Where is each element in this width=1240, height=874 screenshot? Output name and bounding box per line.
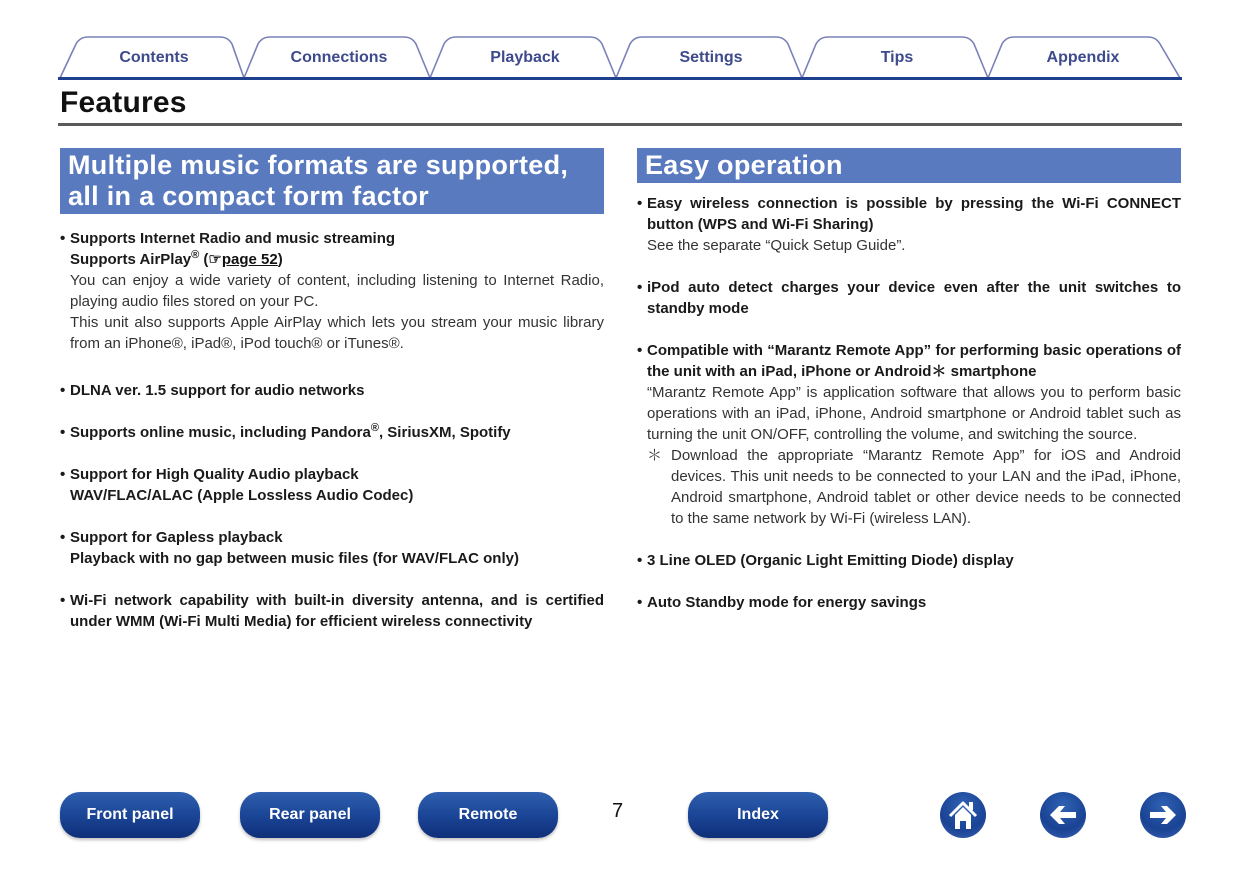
feature-description: You can enjoy a wide variety of content, including listening to Internet Radio, playing audio files stored on your PC. — [70, 272, 604, 310]
feature-description: See the separate “Quick Setup Guide”. — [647, 237, 906, 254]
arrow-left-icon — [1040, 792, 1086, 838]
footnote — [647, 445, 1181, 529]
arrow-right-icon — [1140, 792, 1186, 838]
footnote-text: Download the appropriate “Marantz Remote App” for iOS and Android devices. This unit needs to be connected to your LAN and the iPad, iPhone, Android smartphone, Android tablet or other device needs to be connected to the same network by Wi-Fi (wireless LAN). — [671, 447, 1181, 527]
bullet: • — [637, 552, 643, 569]
feature-title: Easy wireless connection is possible by pressing the Wi-Fi CONNECT button (WPS and Wi-Fi Sharing) — [647, 195, 1181, 233]
front-panel-button[interactable]: Front panel — [60, 792, 200, 838]
back-button[interactable] — [1040, 792, 1086, 838]
title-divider — [58, 123, 1182, 126]
feature-item — [637, 550, 1181, 571]
feature-item — [637, 340, 1181, 529]
feature-title: DLNA ver. 1.5 support for audio networks — [70, 382, 365, 399]
tab-tips[interactable]: Tips — [880, 49, 914, 66]
remote-button[interactable]: Remote — [418, 792, 558, 838]
bullet: • — [60, 230, 66, 247]
bullet: • — [60, 424, 66, 441]
feature-item — [60, 464, 604, 506]
feature-item — [60, 590, 604, 632]
tab-appendix[interactable]: Appendix — [1046, 49, 1120, 66]
registered-mark: ® — [370, 422, 379, 434]
feature-description: “Marantz Remote App” is application software that allows you to perform basic operations with an iPad, iPhone, Android smartphone or Android tablet such as turning the unit ON/OFF, controlling the volume, and switching the source. — [647, 384, 1181, 443]
forward-button[interactable] — [1140, 792, 1186, 838]
home-icon — [940, 792, 986, 838]
feature-item — [60, 527, 604, 569]
feature-title: Support for High Quality Audio playback — [70, 466, 359, 483]
tab-settings[interactable]: Settings — [679, 49, 743, 66]
page-reference-icon: ☞ — [208, 251, 222, 268]
index-button[interactable]: Index — [688, 792, 828, 838]
feature-title: Compatible with “Marantz Remote App” for performing basic operations of the unit with an iPad, iPhone or Android＊ smartphone — [647, 342, 1181, 380]
feature-title: Supports Internet Radio and music streaming — [70, 230, 396, 247]
feature-title: Supports online music, including Pandora®, SiriusXM, Spotify — [70, 422, 511, 441]
right-column — [637, 148, 1181, 613]
section-header-easy-operation: Easy operation — [637, 148, 1181, 183]
asterisk-mark: ＊ — [647, 447, 663, 464]
rear-panel-button[interactable]: Rear panel — [240, 792, 380, 838]
feature-title: Wi-Fi network capability with built-in diversity antenna, and is certified under WMM (Wi-Fi Multi Media) for efficient wireless connectivity — [70, 592, 604, 630]
feature-item — [60, 422, 604, 443]
bullet: • — [60, 382, 66, 399]
registered-mark: ® — [191, 249, 200, 261]
page-title: Features — [60, 86, 187, 119]
bullet: • — [637, 342, 643, 359]
left-column — [60, 148, 604, 632]
section-header-line1: Multiple music formats are supported, — [68, 150, 569, 180]
page-52-link[interactable]: page 52 — [221, 251, 278, 268]
bullet: • — [60, 592, 66, 609]
feature-item — [637, 277, 1181, 319]
tab-playback[interactable]: Playback — [490, 49, 560, 66]
tab-contents[interactable]: Contents — [119, 49, 189, 66]
feature-subtitle: WAV/FLAC/ALAC (Apple Lossless Audio Codec) — [70, 487, 414, 504]
feature-item — [637, 193, 1181, 256]
feature-title: Auto Standby mode for energy savings — [647, 594, 927, 611]
feature-title: iPod auto detect charges your device even after the unit switches to standby mode — [647, 279, 1181, 317]
feature-title: Support for Gapless playback — [70, 529, 283, 546]
page-number: 7 — [612, 800, 624, 822]
bullet: • — [637, 195, 643, 212]
feature-title: 3 Line OLED (Organic Light Emitting Diode) display — [647, 552, 1014, 569]
feature-subtitle: Playback with no gap between music files (for WAV/FLAC only) — [70, 550, 519, 567]
nav-tab-bar — [58, 34, 1182, 80]
feature-item — [60, 228, 604, 354]
feature-item — [637, 592, 1181, 613]
bullet: • — [60, 529, 66, 546]
feature-item — [60, 380, 604, 401]
section-header-line2: all in a compact form factor — [68, 181, 429, 211]
bullet: • — [637, 594, 643, 611]
feature-subtitle: Supports AirPlay® (☞page 52) — [70, 249, 283, 268]
bullet: • — [637, 279, 643, 296]
feature-description: This unit also supports Apple AirPlay which lets you stream your music library from an iPhone®, iPad®, iPod touch® or iTunes®. — [70, 314, 604, 352]
bullet: • — [60, 466, 66, 483]
tab-connections[interactable]: Connections — [290, 49, 388, 66]
home-button[interactable] — [940, 792, 986, 838]
section-header-music-formats — [60, 148, 604, 214]
